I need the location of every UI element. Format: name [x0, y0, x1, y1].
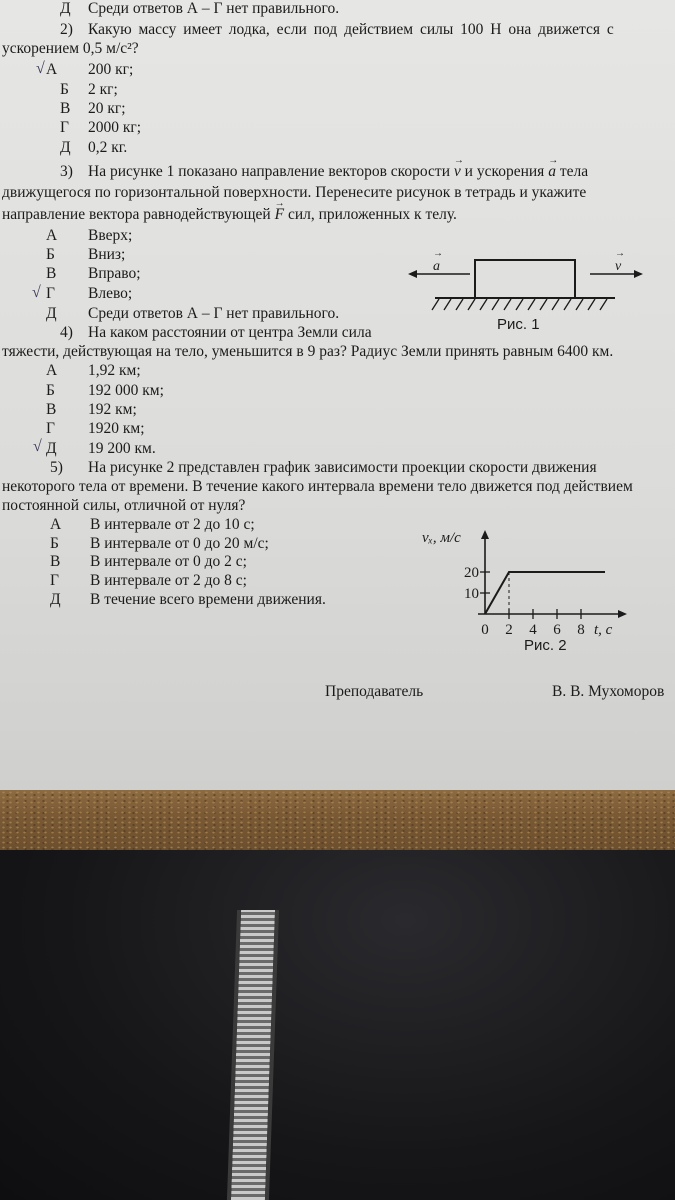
q4-answer-letter: Г — [46, 420, 55, 437]
figure-1-v-label: → v — [615, 259, 621, 275]
q4-answer-letter: Б — [46, 382, 55, 399]
q3-answer-text: Вправо; — [88, 265, 141, 282]
q4-answer-letter: Д — [46, 440, 57, 457]
q3-answer-text: Влево; — [88, 285, 133, 302]
q3-answer-text: Вверх; — [88, 227, 133, 244]
q3-answer-text: Вниз; — [88, 246, 126, 263]
q5-answer-text: В течение всего времени движения. — [90, 591, 326, 608]
y-tick-label: 20 — [464, 565, 479, 581]
x-axis-arrowhead — [618, 610, 627, 618]
q2-answer-letter: А — [46, 61, 58, 78]
velocity-series-line — [485, 572, 605, 614]
q3-text-line1 — [88, 163, 675, 181]
figure-1-a-label: → a — [433, 259, 440, 275]
figure-1-caption: Рис. 1 — [497, 316, 540, 333]
q5-answer-letter: А — [50, 516, 62, 533]
prev-answer-letter: Д — [60, 0, 71, 17]
q2-checkmark: √ — [36, 60, 45, 77]
x-tick-label: 8 — [577, 622, 585, 638]
q5-answer-letter: Г — [50, 572, 59, 589]
q2-answer-letter: Г — [60, 119, 69, 136]
q2-answer-text: 200 кг; — [88, 61, 134, 78]
teacher-name: В. В. Мухоморов — [552, 683, 665, 700]
q2-answer-letter: Д — [60, 139, 71, 156]
velocity-vector-symbol: → v — [454, 163, 461, 181]
q2-answer-text: 0,2 кг. — [88, 139, 128, 156]
prev-answer-text: Среди ответов А – Г нет правильного. — [88, 0, 340, 17]
q3-answer-letter: А — [46, 227, 58, 244]
q4-answer-letter: А — [46, 362, 58, 379]
q5-answer-letter: Б — [50, 535, 59, 552]
q3-text-part: направление вектора равнодействующей — [2, 206, 271, 223]
q4-number: 4) — [60, 324, 73, 341]
q3-text-line3 — [2, 206, 457, 224]
q4-answer-text: 1,92 км; — [88, 362, 141, 379]
figure-2-graph — [420, 522, 640, 642]
q3-text-part: тела — [559, 163, 589, 180]
acceleration-vector-symbol: → a — [548, 163, 556, 181]
q2-number: 2) — [60, 21, 73, 38]
q2-answer-text: 20 кг; — [88, 100, 126, 117]
y-axis-label: vₓ, м/с — [422, 530, 461, 546]
y-tick-label: 10 — [464, 586, 479, 602]
teacher-role-label: Преподаватель — [325, 683, 424, 700]
q5-answer-text: В интервале от 0 до 20 м/с; — [90, 535, 269, 552]
q2-answer-text: 2000 кг; — [88, 119, 142, 136]
q4-checkmark: √ — [33, 438, 42, 455]
q4-answer-text: 192 км; — [88, 401, 137, 418]
x-tick-label: 2 — [505, 622, 513, 638]
q3-answer-letter: Д — [46, 305, 57, 322]
q5-text-line1: На рисунке 2 представлен график зависимости проекции скорости движения — [88, 459, 597, 476]
q5-answer-text: В интервале от 0 до 2 с; — [90, 553, 247, 570]
q5-text-line3: постоянной силы, отличной от нуля? — [2, 497, 246, 514]
q3-text-part: сил, приложенных к телу. — [287, 206, 457, 223]
q4-answer-text: 192 000 км; — [88, 382, 164, 399]
acceleration-arrowhead — [408, 270, 417, 278]
q3-number: 3) — [60, 163, 73, 180]
figure-2-caption: Рис. 2 — [524, 637, 567, 654]
q2-answer-letter: Б — [60, 81, 69, 98]
dark-background — [0, 850, 675, 1200]
q4-answer-letter: В — [46, 401, 57, 418]
q3-text-part: На рисунке 1 показано направление векторов скорости — [88, 163, 451, 180]
q3-answer-letter: Г — [46, 285, 55, 302]
q4-answer-text: 1920 км; — [88, 420, 145, 437]
body-block — [475, 260, 575, 298]
q4-answer-text: 19 200 км. — [88, 440, 156, 457]
q3-answer-letter: В — [46, 265, 57, 282]
force-vector-symbol: → F — [275, 206, 284, 224]
x-tick-label: 6 — [553, 622, 561, 638]
q5-answer-text: В интервале от 2 до 8 с; — [90, 572, 247, 589]
q2-answer-letter: В — [60, 100, 71, 117]
ground-hatching — [432, 299, 607, 310]
q3-answer-letter: Б — [46, 246, 55, 263]
x-axis-label: t, с — [594, 622, 613, 638]
q3-answer-text: Среди ответов А – Г нет правильного. — [88, 305, 340, 322]
q5-answer-letter: Д — [50, 591, 61, 608]
q4-text-line1: На каком расстоянии от центра Земли сила — [88, 324, 372, 341]
x-tick-label: 0 — [481, 622, 489, 638]
q3-checkmark: √ — [32, 284, 41, 301]
q5-number: 5) — [50, 459, 63, 476]
q3-text-line2: движущегося по горизонтальной поверхности. Перенесите рисунок в тетрадь и укажите — [2, 184, 587, 201]
q5-answer-letter: В — [50, 553, 61, 570]
wooden-table-edge — [0, 790, 675, 850]
x-tick-label: 4 — [529, 622, 537, 638]
q5-answer-text: В интервале от 2 до 10 с; — [90, 516, 255, 533]
q5-text-line2: некоторого тела от времени. В течение какого интервала времени тело движется под действием — [2, 478, 633, 495]
velocity-arrowhead — [634, 270, 643, 278]
q2-text-line1: Какую массу имеет лодка, если под действием силы 100 Н она движется с — [88, 21, 614, 38]
q2-text-line2: ускорением 0,5 м/с²? — [2, 40, 139, 57]
y-axis-arrowhead — [481, 530, 489, 539]
q4-text-line2: тяжести, действующая на тело, уменьшится в 9 раз? Радиус Земли принять равным 6400 км. — [2, 343, 614, 360]
q2-answer-text: 2 кг; — [88, 81, 118, 98]
q3-text-part: и ускорения — [464, 163, 545, 180]
